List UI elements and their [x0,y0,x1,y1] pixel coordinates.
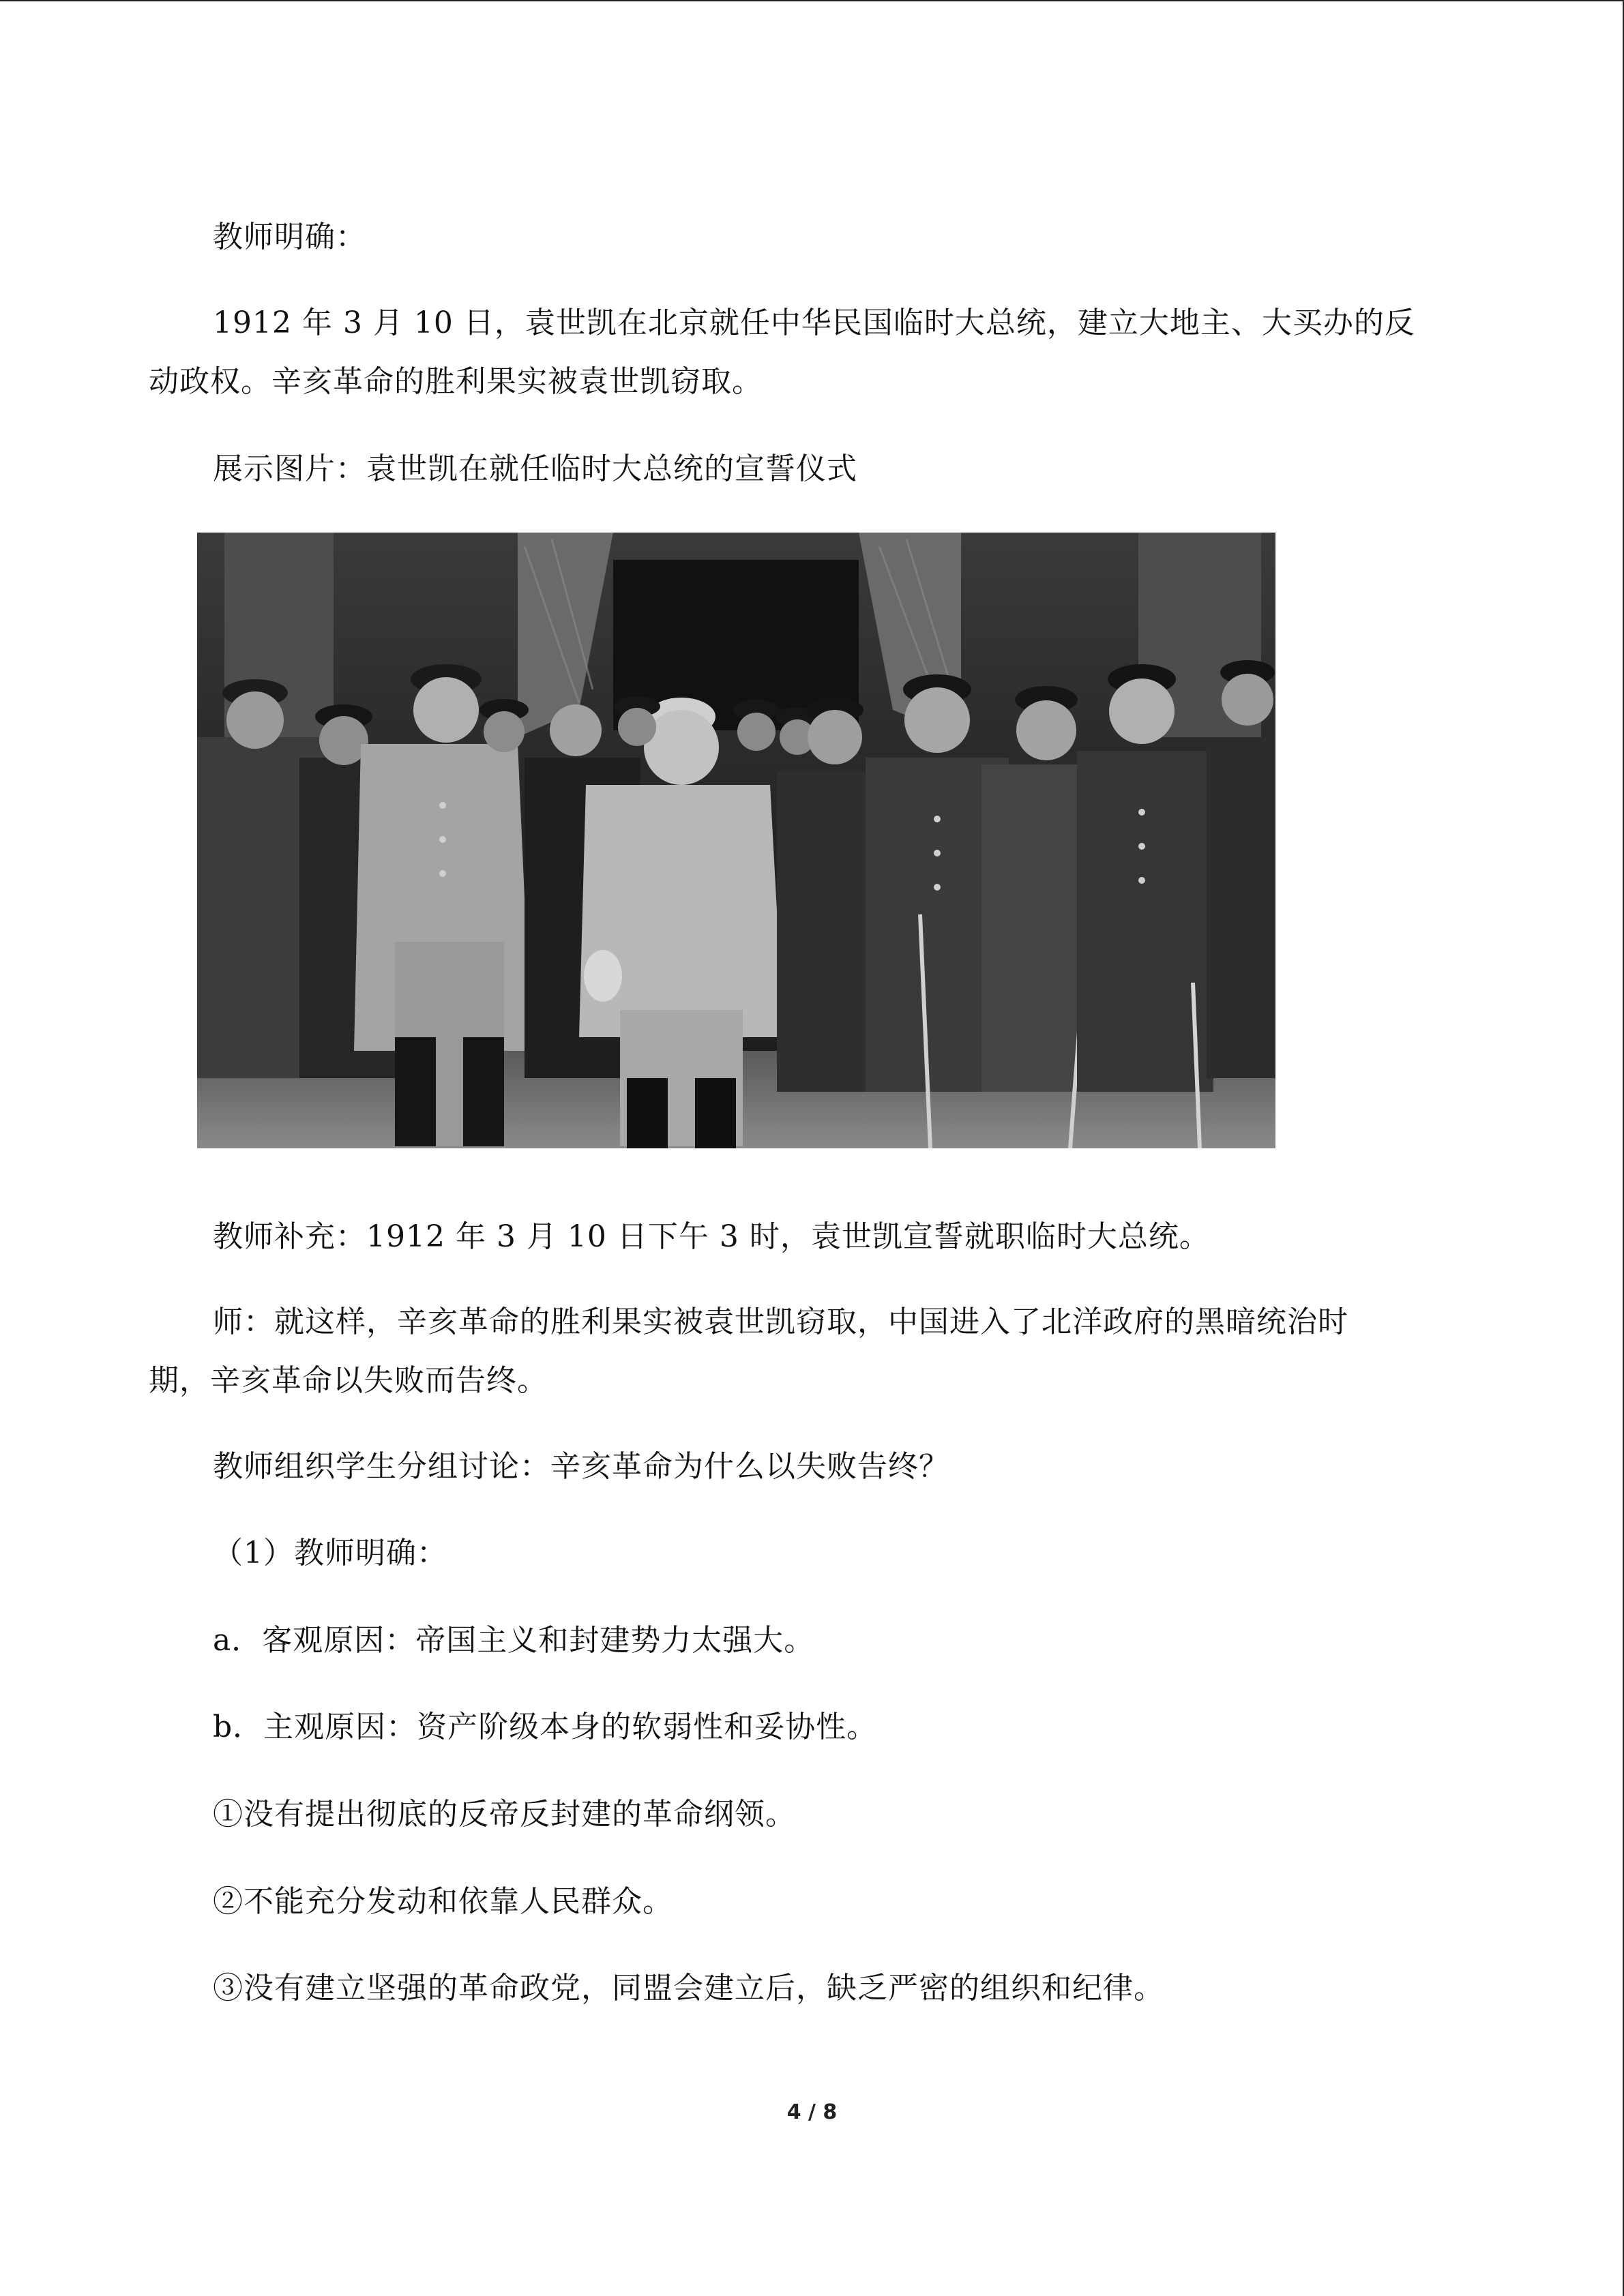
paragraph-item-1-clarify: （1）教师明确： [213,1536,447,1570]
paragraph-reason-2: ②不能充分发动和依靠人民群众。 [213,1884,673,1919]
paragraph-yuan-inauguration-line2: 动政权。辛亥革命的胜利果实被袁世凯窃取。 [149,364,763,399]
page-number: 4 / 8 [786,2100,838,2124]
paragraph-teacher-clarify: 教师明确： [213,220,366,254]
paragraph-show-picture: 展示图片：袁世凯在就任临时大总统的宣誓仪式 [213,451,857,486]
paragraph-subjective-cause: b．主观原因：资产阶级本身的软弱性和妥协性。 [213,1710,878,1744]
paragraph-yuan-inauguration-line1: 1912 年 3 月 10 日，袁世凯在北京就任中华民国临时大总统，建立大地主、大买办的反 [213,305,1415,340]
paragraph-reason-1: ①没有提出彻底的反帝反封建的革命纲领。 [213,1797,796,1832]
paragraph-group-discussion: 教师组织学生分组讨论：辛亥革命为什么以失败告终？ [213,1449,949,1484]
paragraph-objective-cause: a．客观原因：帝国主义和封建势力太强大。 [213,1623,815,1658]
paragraph-teacher-conclusion-line2: 期，辛亥革命以失败而告终。 [149,1363,548,1398]
historical-photo [197,533,1275,1148]
paragraph-reason-3: ③没有建立坚强的革命政党，同盟会建立后，缺乏严密的组织和纪律。 [213,1971,1164,2006]
paragraph-teacher-conclusion-line1: 师：就这样，辛亥革命的胜利果实被袁世凯窃取，中国进入了北洋政府的黑暗统治时 [213,1304,1348,1339]
paragraph-teacher-supplement: 教师补充：1912 年 3 月 10 日下午 3 时，袁世凯宣誓就职临时大总统。 [213,1219,1210,1254]
